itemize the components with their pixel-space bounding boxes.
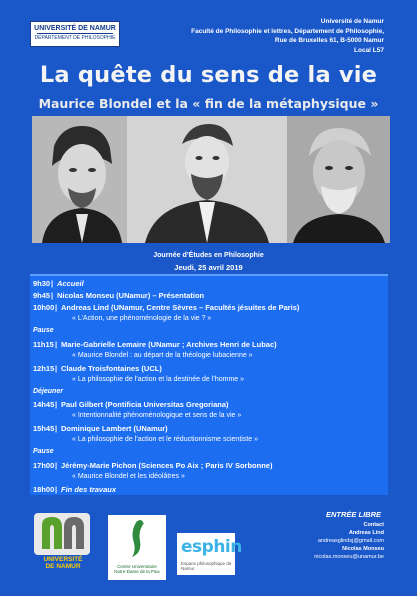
portrait-bearded-man (127, 116, 287, 243)
contact-email[interactable]: andreasglindsj@gmail.com (317, 538, 384, 544)
schedule-time: 10h00 (33, 303, 55, 313)
esphin-wordmark: esphin (181, 537, 242, 557)
centre-logo-caption (108, 564, 166, 574)
contact-name: Nicolas Monseu (342, 546, 384, 552)
schedule-label: Jérémy-Marie Pichon (Sciences Po Aix ; Paris IV Sorbonne) (61, 460, 273, 470)
talk-title: « Intentionnalité phénoménologique et sens de la vie » (72, 412, 242, 420)
talk-title: « La philosophie de l’action et la destinée de l’homme » (72, 375, 245, 383)
schedule-label: Marie-Gabrielle Lemaire (UNamur ; Archives Henri de Lubac) (61, 339, 277, 349)
schedule-label: Nicolas Monseu (UNamur) – Présentation (57, 291, 205, 301)
free-entry-label: ENTRÉE LIBRE (325, 510, 381, 519)
schedule-break: Pause (33, 327, 54, 335)
address-line: Rue de Bruxelles 61, B-5000 Namur (274, 37, 384, 44)
schedule-time: 18h00 (33, 484, 55, 494)
schedule-label: Paul Gilbert (Pontificia Universitas Gregoriana) (61, 400, 229, 409)
schedule-separator: | (55, 484, 58, 494)
address-block (124, 17, 384, 55)
logo-university-name: UNIVERSITÉ DE NAMUR (34, 25, 116, 32)
centre-emblem-icon (108, 515, 166, 560)
schedule-time: 17h00 (33, 460, 55, 470)
schedule-label: Accueil (57, 279, 84, 288)
logo-divider (37, 33, 113, 34)
contact-email[interactable]: nicolas.monseu@unamur.be (314, 554, 384, 560)
schedule-separator: | (55, 400, 58, 409)
schedule-label: Andreas Lind (UNamur, Centre Sèvres – Facultés jésuites de Paris) (61, 303, 300, 313)
schedule-separator: | (55, 424, 58, 434)
address-line: Faculté de Philosophie et lettres, Département de Philosophie, (191, 27, 384, 35)
event-type: Journée d’Études en Philosophie (153, 252, 264, 259)
schedule-separator: | (55, 303, 58, 313)
schedule-break: Pause (33, 448, 54, 456)
address-line: Université de Namur (320, 18, 384, 25)
schedule-panel (30, 274, 388, 495)
poster-title: La quête du sens de la vie (39, 62, 378, 88)
schedule-separator: | (51, 279, 54, 288)
univ-logo-line: UNIVERSITÉ (43, 556, 83, 563)
centre-logo-line: Notre-Dame de la Paix (114, 569, 160, 574)
schedule-time: 14h45 (33, 400, 55, 409)
logo-department-name: DÉPARTEMENT DE PHILOSOPHIE (34, 35, 116, 41)
schedule-time: 9h30 (33, 279, 51, 288)
poster-subtitle: Maurice Blondel et la « fin de la métaphysique » (38, 96, 379, 111)
schedule-separator: | (55, 363, 58, 373)
portrait-old-man (287, 116, 390, 243)
schedule-time: 15h45 (33, 424, 55, 434)
schedule-separator: | (55, 339, 58, 349)
schedule-separator: | (55, 460, 58, 470)
schedule-break: Déjeuner (33, 387, 63, 395)
schedule-time: 11h15 (33, 339, 54, 349)
contact-name: Andreas Lind (348, 530, 384, 536)
schedule-time: 12h15 (33, 363, 55, 373)
talk-title: « La philosophie de l’action et le réductionnisme scientiste » (72, 436, 259, 444)
contact-heading: Contact (363, 522, 384, 528)
schedule-label: Fin des travaux (61, 484, 117, 494)
schedule-label: Dominique Lambert (UNamur) (61, 424, 168, 434)
address-line: Local L57 (354, 46, 384, 54)
centre-logo-line: Centre Universitaire (117, 564, 157, 569)
schedule-separator: | (51, 291, 54, 301)
schedule-label: Claude Troisfontaines (UCL) (61, 363, 162, 373)
schedule-time: 9h45 (33, 291, 51, 301)
talk-title: « Maurice Blondel : au départ de la théologie lubacienne » (72, 351, 253, 359)
esphin-caption: Espace philosophique de Namur (181, 561, 232, 571)
centre-universitaire-logo (108, 515, 166, 580)
university-logo (30, 21, 120, 47)
univ-logo-line: DE NAMUR (45, 563, 81, 570)
contact-block (244, 521, 384, 561)
portrait-young-man (32, 116, 127, 243)
talk-title: « Maurice Blondel et les idéolâtres » (72, 472, 185, 480)
university-n-logo (34, 509, 90, 557)
portrait-strip (32, 116, 390, 243)
talk-title: « L’Action, une phénoménologie de la vie ? » (72, 315, 212, 323)
event-date: Jeudi, 25 avril 2019 (174, 263, 243, 272)
esphin-logo (177, 533, 242, 575)
univ-logo-text (30, 556, 96, 570)
